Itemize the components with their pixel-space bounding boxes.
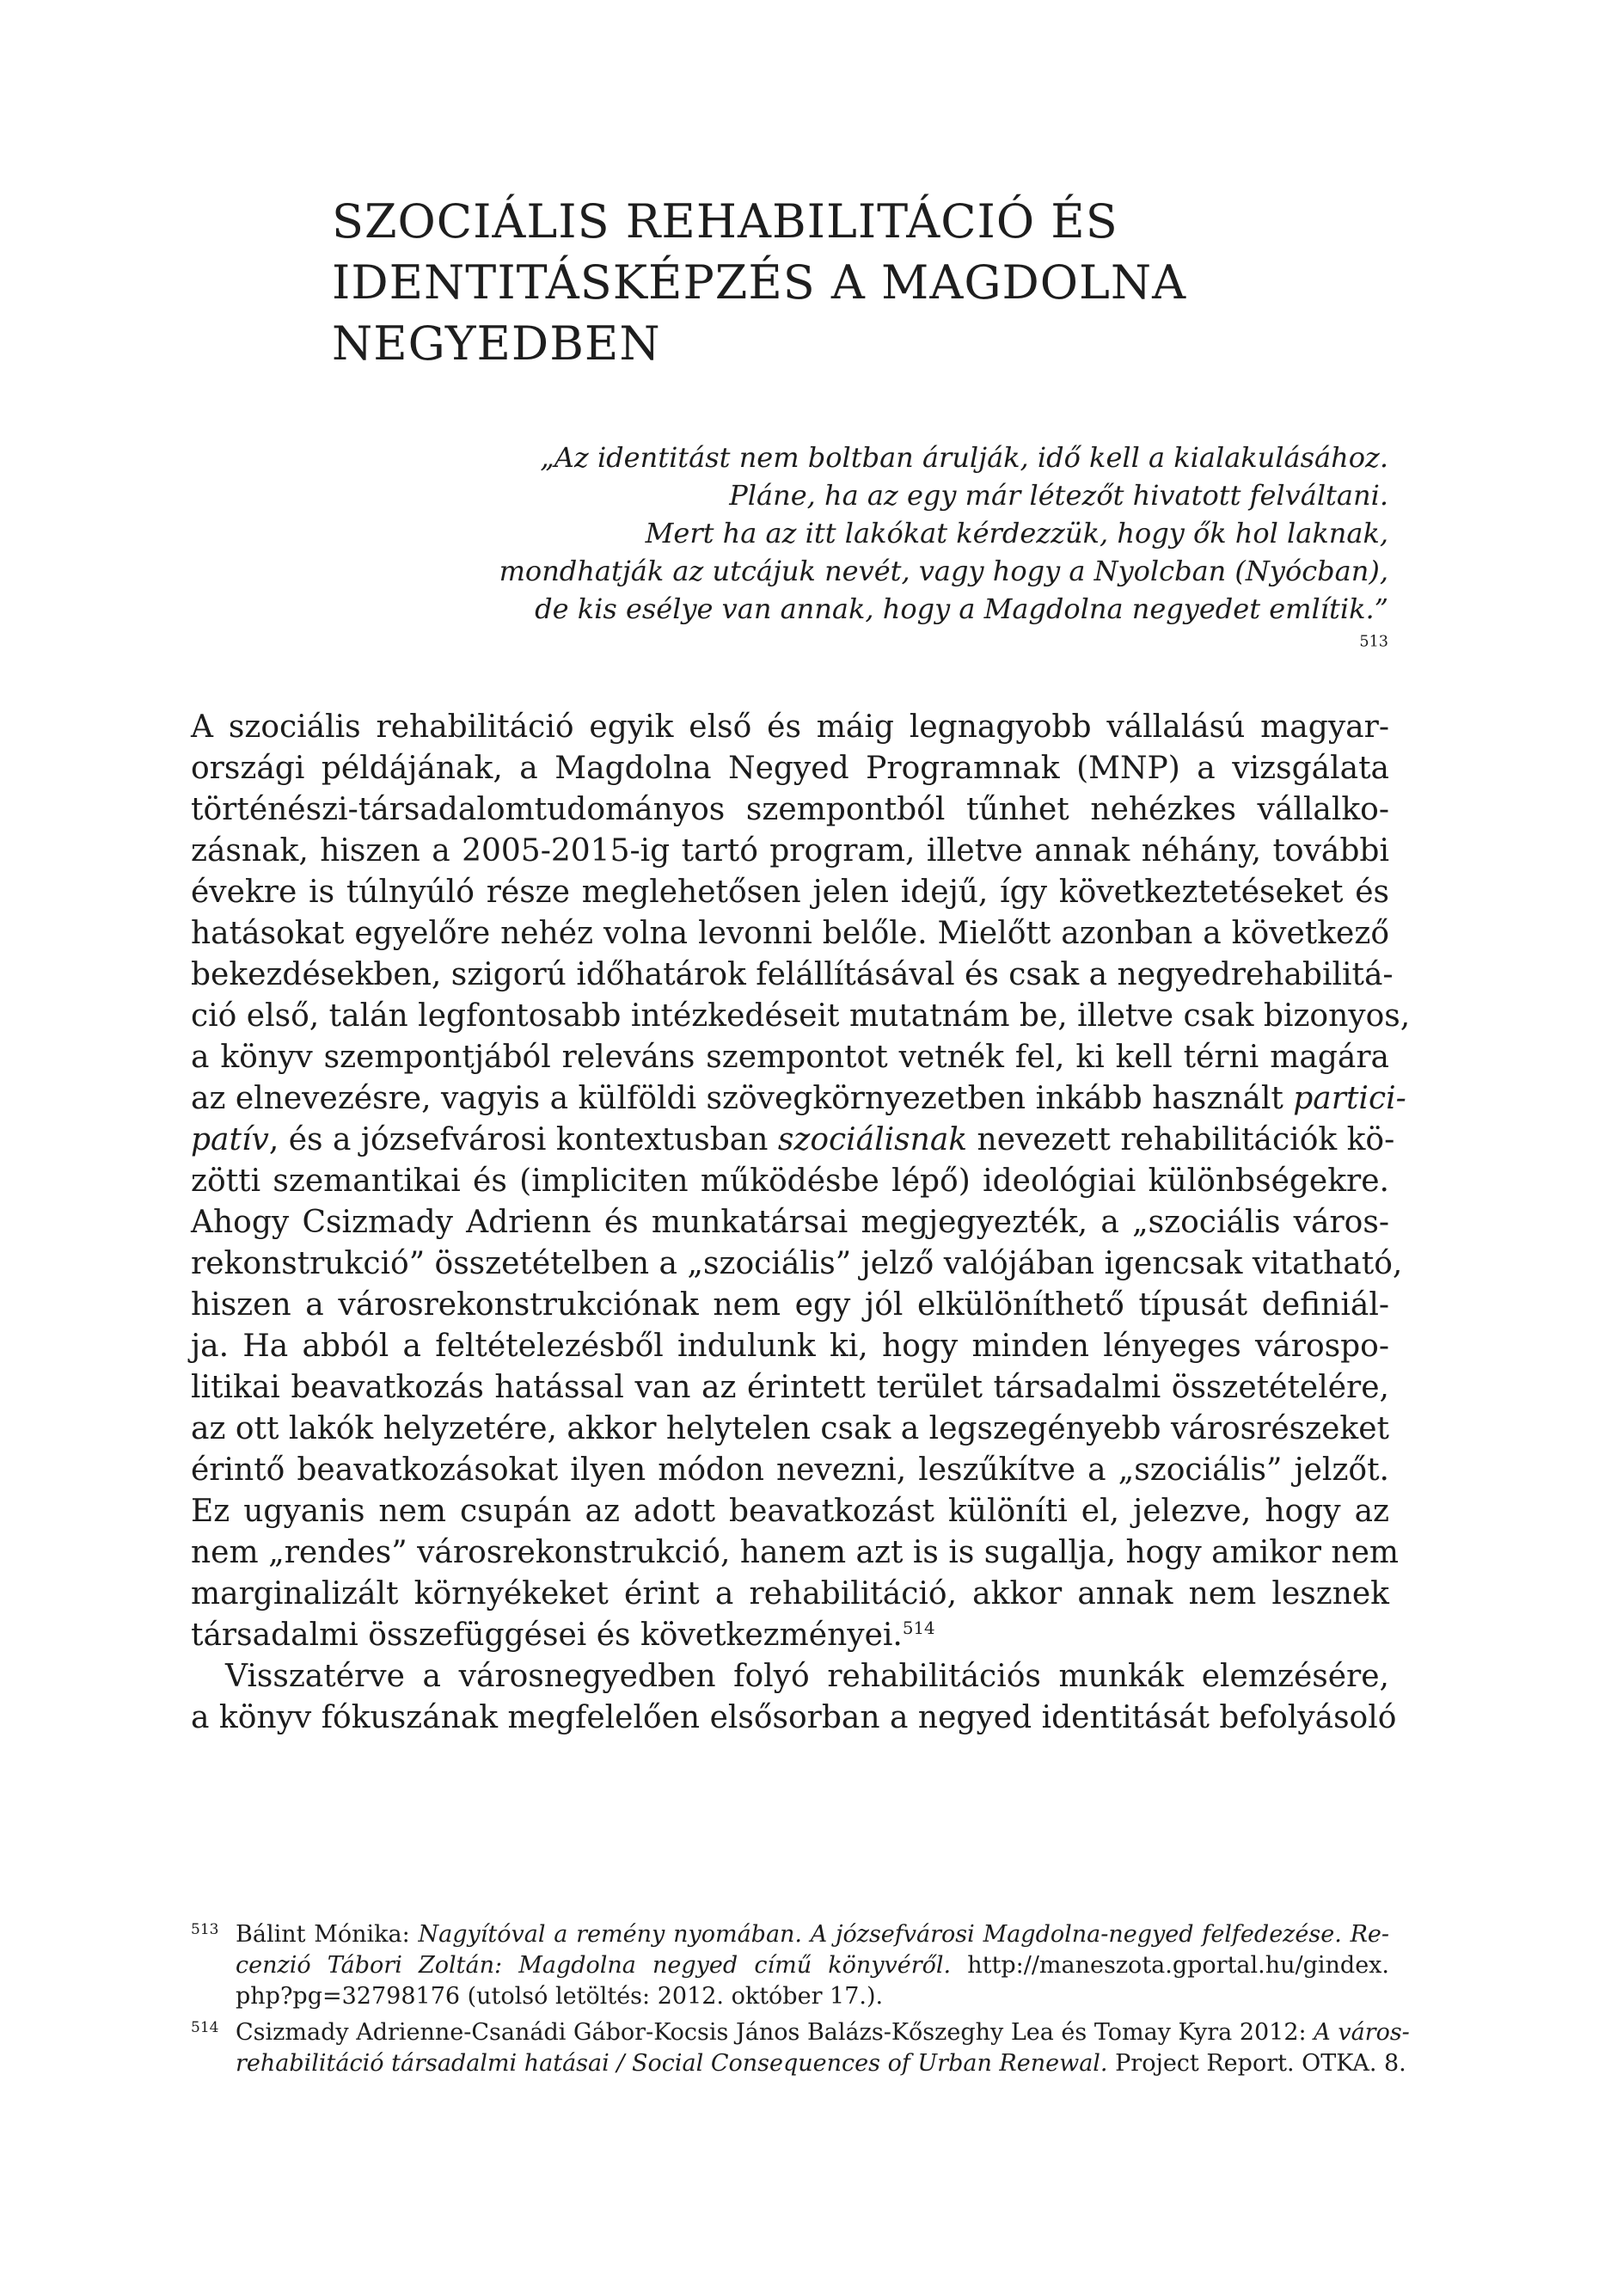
body-line: érintő beavatkozásokat ilyen módon nevezni, leszűkítve a „szociális” jelzőt. — [191, 1452, 1389, 1488]
body-line: nem „rendes” városrekonstrukció, hanem azt is is sugallja, hogy amikor nem — [191, 1535, 1400, 1570]
footnote-line — [236, 2048, 1406, 2079]
body-line: bekezdésekben, szigorú időhatárok felállításával és csak a negyedrehabilitá- — [191, 957, 1394, 992]
epigraph-line — [413, 590, 1388, 666]
italic-term: patív — [191, 1122, 269, 1157]
body-line: Visszatérve a városnegyedben folyó rehabilitációs munkák elemzésére, — [225, 1659, 1389, 1694]
footnotes — [191, 1919, 1410, 2084]
body-line: hiszen a városrekonstrukciónak nem egy jól elkülöníthető típusát definiál- — [191, 1287, 1389, 1323]
body-line: Ez ugyanis nem csupán az adott beavatkozást különíti el, jelezve, hogy az — [191, 1494, 1389, 1529]
body-line: évekre is túlnyúló része meglehetősen jelen idejű, így következtetéseket és — [191, 875, 1389, 910]
epigraph-line: Mert ha az itt lakókat kérdezzük, hogy ők hol laknak, — [645, 517, 1388, 549]
body-line: marginalizált környékeket érint a rehabilitáció, akkor annak nem lesznek — [191, 1576, 1389, 1611]
body-line — [191, 1120, 1395, 1161]
chapter-title-line: SZOCIÁLIS REHABILITÁCIÓ ÉS — [332, 194, 1118, 249]
italic-term: szociálisnak — [777, 1122, 968, 1157]
body-line: a könyv fókuszának megfelelően elsősorban a negyed identitását befolyásoló — [191, 1700, 1397, 1735]
body-text-run: az elnevezésre, vagyis a külföldi szövegkörnyezetben inkább használt — [191, 1081, 1294, 1116]
footnote-514 — [191, 2017, 1410, 2079]
epigraph-line: „Az identitást nem boltban árulják, idő kell a kialakulásához. — [540, 441, 1388, 474]
footnote-text: Bálint Mónika: — [236, 1921, 419, 1948]
body-line: zásnak, hiszen a 2005-2015-ig tartó program, illetve annak néhány, további — [191, 833, 1389, 869]
body-line: történészi-társadalomtudományos szempontból tűnhet nehézkes vállalko- — [191, 792, 1389, 827]
body-line: hatásokat egyelőre nehéz volna levonni belőle. Mielőtt azonban a következő — [191, 916, 1389, 951]
footnote-ref-514[interactable]: 514 — [902, 1618, 935, 1638]
epigraph-line: mondhatják az utcájuk nevét, vagy hogy a Nyolcban (Nyócban), — [499, 555, 1388, 587]
body-line: a könyv szempontjából releváns szempontot vetnék fel, ki kell térni magára — [191, 1040, 1389, 1075]
footnote-italic: cenzió Tábori Zoltán: Magdolna negyed című könyvéről. — [236, 1952, 952, 1979]
body-line — [191, 1078, 1406, 1120]
footnote-italic: rehabilitáció társadalmi hatásai / Social Consequences of Urban Renewal. — [236, 2050, 1108, 2077]
footnote-line — [236, 1919, 1389, 1950]
body-line: litikai beavatkozás hatással van az érintett terület társadalmi összetételére, — [191, 1370, 1389, 1405]
body-line: az ott lakók helyzetére, akkor helytelen csak a legszegényebb városrészeket — [191, 1411, 1389, 1446]
epigraph-quote — [413, 439, 1388, 666]
italic-term: partici- — [1293, 1081, 1406, 1116]
body-line: országi példájának, a Magdolna Negyed Programnak (MNP) a vizsgálata — [191, 751, 1389, 786]
footnote-italic: Nagyítóval a remény nyomában. A józsefvárosi Magdolna-negyed felfedezése. Re- — [418, 1921, 1390, 1948]
epigraph-line-text: de kis esélye van annak, hogy a Magdolna negyedet említik.” — [535, 592, 1388, 625]
footnote-513 — [191, 1919, 1389, 2012]
epigraph-line: Pláne, ha az egy már létezőt hivatott felváltani. — [729, 479, 1388, 512]
footnote-line — [236, 1950, 1389, 1981]
body-line — [191, 1615, 1389, 1656]
footnote-text: Project Report. OTKA. 8. — [1107, 2050, 1406, 2077]
footnote-line — [236, 2017, 1410, 2048]
chapter-title — [332, 191, 1363, 374]
body-text-run: , és a józsefvárosi kontextusban — [268, 1122, 778, 1157]
footnote-number: 514 — [191, 2019, 219, 2036]
chapter-title-line: NEGYEDBEN — [332, 316, 661, 371]
body-line: zötti szemantikai és (impliciten működésbe lépő) ideológiai különbségekre. — [191, 1163, 1389, 1199]
body-text — [191, 707, 1411, 1739]
body-line: Ahogy Csizmady Adrienn és munkatársai megjegyezték, a „szociális város- — [191, 1205, 1389, 1240]
body-text-run: nevezett rehabilitációk kö- — [967, 1122, 1395, 1157]
footnote-url: http://maneszota.gportal.hu/gindex. — [951, 1952, 1389, 1979]
footnote-italic: A város- — [1314, 2019, 1410, 2046]
body-line: ció első, talán legfontosabb intézkedéseit mutatnám be, illetve csak bizonyos, — [191, 998, 1411, 1034]
footnote-ref-513[interactable]: 513 — [1359, 633, 1388, 651]
body-line: A szociális rehabilitáció egyik első és máig legnagyobb vállalású magyar- — [191, 709, 1389, 745]
footnote-line: php?pg=32798176 (utolsó letöltés: 2012. október 17.). — [236, 1983, 884, 2010]
body-line: rekonstrukció” összetételben a „szociális” jelző valójában igencsak vitatható, — [191, 1246, 1403, 1281]
footnote-number: 513 — [191, 1921, 219, 1938]
chapter-title-line: IDENTITÁSKÉPZÉS A MAGDOLNA — [332, 255, 1187, 310]
body-line: ja. Ha abból a feltételezésből indulunk ki, hogy minden lényeges várospo- — [191, 1329, 1389, 1364]
body-text-run: társadalmi összefüggései és következményei. — [191, 1618, 903, 1653]
footnote-text: Csizmady Adrienne-Csanádi Gábor-Kocsis János Balázs-Kőszeghy Lea és Tomay Kyra 2012: — [236, 2019, 1314, 2046]
